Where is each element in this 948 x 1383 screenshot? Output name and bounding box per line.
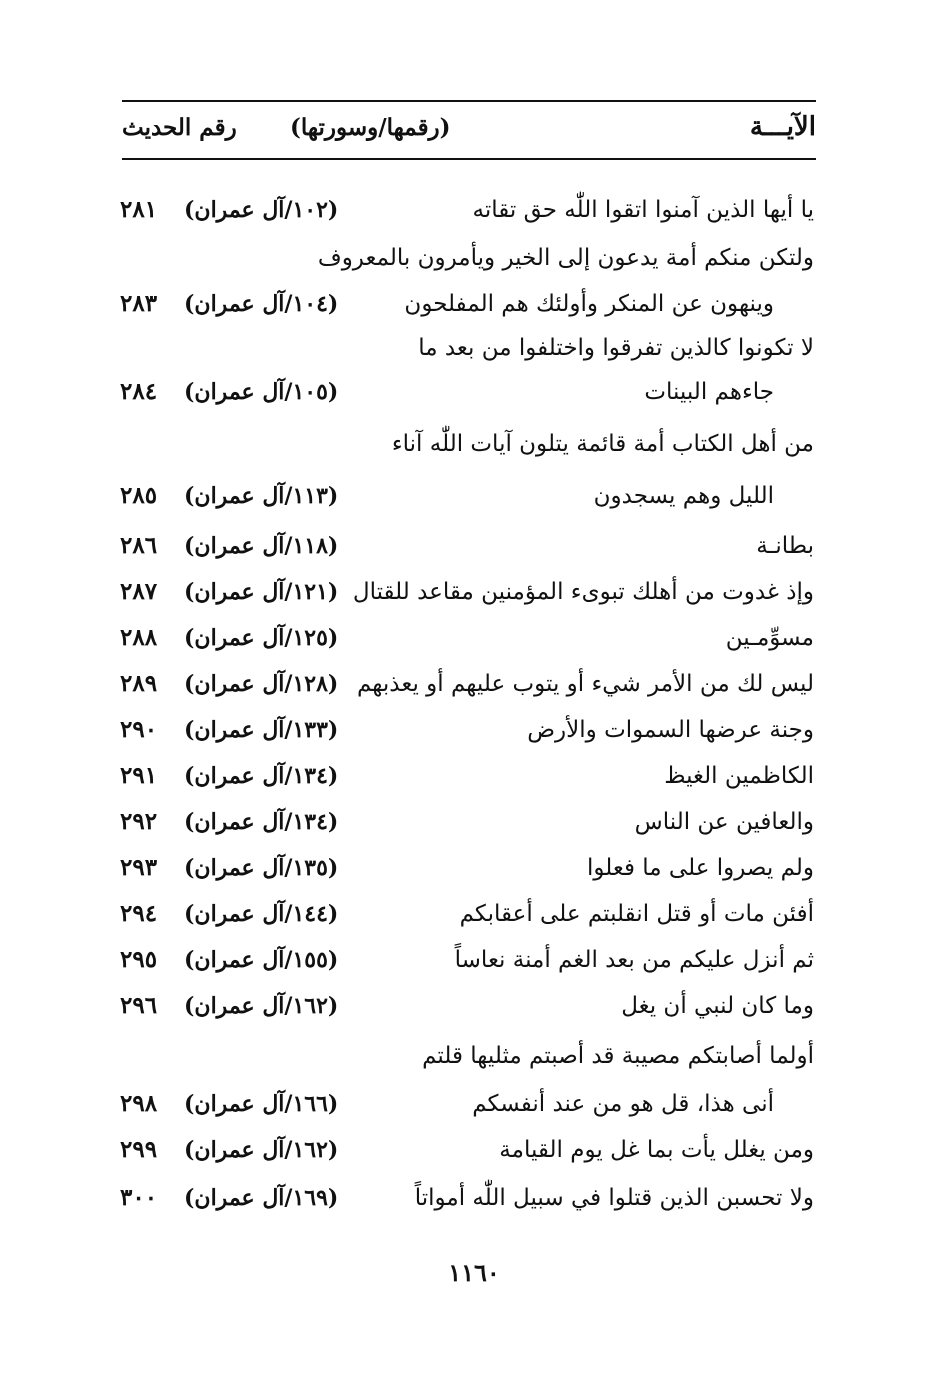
- ayah-reference: (١٢١/آل عمران): [184, 579, 339, 605]
- ayah-text: مسوِّمـين: [725, 625, 814, 651]
- hadith-number: ٢٨٤: [120, 378, 158, 405]
- list-item: [0, 526, 948, 570]
- ayah-text: وما كان لنبي أن يغل: [621, 993, 814, 1019]
- hadith-number: ٢٩٤: [120, 900, 158, 927]
- hadith-number: ٢٩٩: [120, 1136, 158, 1163]
- ayah-text: ثم أنزل عليكم من بعد الغم أمنة نعاساً: [454, 947, 814, 973]
- list-item: [0, 756, 948, 800]
- list-item: [0, 424, 948, 468]
- ayah-text: من أهل الكتاب أمة قائمة يتلون آيات اللّٰه آناء: [391, 431, 814, 457]
- list-item: [0, 1036, 948, 1080]
- hadith-number: ٢٨١: [120, 196, 158, 223]
- ayah-text: ومن يغلل يأت بما غل يوم القيامة: [499, 1137, 814, 1163]
- list-item: [0, 848, 948, 892]
- ayah-reference: (١٣٤/آل عمران): [184, 763, 339, 789]
- ayah-reference: (١٣٣/آل عمران): [184, 717, 339, 743]
- ayah-reference: (١٠٢/آل عمران): [184, 197, 339, 223]
- hadith-number: ٢٨٨: [120, 624, 158, 651]
- ayah-reference: (١٠٤/آل عمران): [184, 291, 339, 317]
- list-item: [0, 710, 948, 754]
- list-item: [0, 1084, 948, 1128]
- hadith-number: ٢٩٢: [120, 808, 158, 835]
- ayah-reference: (١١٣/آل عمران): [184, 483, 339, 509]
- hadith-number: ٢٩١: [120, 762, 158, 789]
- ayah-text: ولم يصروا على ما فعلوا: [586, 855, 814, 881]
- list-item: [0, 1130, 948, 1174]
- hadith-number: ٢٨٣: [120, 290, 158, 317]
- ayah-text: ولتكن منكم أمة يدعون إلى الخير ويأمرون بالمعروف: [317, 245, 814, 271]
- hadith-number: ٢٩٥: [120, 946, 158, 973]
- hadith-number: ٣٠٠: [120, 1184, 158, 1211]
- ayah-text: أنى هذا، قل هو من عند أنفسكم: [472, 1091, 774, 1117]
- ayah-reference: (١٤٤/آل عمران): [184, 901, 339, 927]
- hadith-number: ٢٨٩: [120, 670, 158, 697]
- hadith-number: ٢٩٨: [120, 1090, 158, 1117]
- ayah-text: الكاظمين الغيظ: [664, 763, 814, 789]
- ayah-text: أولما أصابتكم مصيبة قد أصبتم مثليها قلتم: [422, 1043, 814, 1069]
- list-item: [0, 940, 948, 984]
- ayah-reference: (١٥٥/آل عمران): [184, 947, 339, 973]
- header-number-label: (رقمها/وسورتها): [290, 114, 451, 141]
- ayah-text: وجنة عرضها السموات والأرض: [527, 717, 814, 743]
- ayah-text: جاءهم البينات: [644, 379, 774, 405]
- ayah-text: أفئن مات أو قتل انقلبتم على أعقابكم: [459, 901, 814, 927]
- ayah-reference: (١٢٥/آل عمران): [184, 625, 339, 651]
- ayah-text: لا تكونوا كالذين تفرقوا واختلفوا من بعد ما: [418, 335, 814, 361]
- ayah-reference: (١٦٩/آل عمران): [184, 1185, 339, 1211]
- ayah-reference: (١٦٢/آل عمران): [184, 1137, 339, 1163]
- ayah-reference: (١٠٥/آل عمران): [184, 379, 339, 405]
- hadith-number: ٢٨٦: [120, 532, 158, 559]
- hadith-number: ٢٩٦: [120, 992, 158, 1019]
- ayah-reference: (١٣٤/آل عمران): [184, 809, 339, 835]
- list-item: [0, 572, 948, 616]
- ayah-reference: (١٣٥/آل عمران): [184, 855, 339, 881]
- ayah-reference: (١٦٢/آل عمران): [184, 993, 339, 1019]
- list-item: [0, 986, 948, 1030]
- list-item: [0, 238, 948, 282]
- list-item: [0, 476, 948, 520]
- list-item: [0, 1178, 948, 1222]
- header-hadith-label: رقم الحديث: [122, 114, 237, 141]
- ayah-text: يا أيها الذين آمنوا اتقوا اللّٰه حق تقاته: [472, 197, 814, 223]
- header-ayah-label: الآيـــة: [749, 112, 816, 142]
- list-item: [0, 190, 948, 234]
- hadith-number: ٢٨٧: [120, 578, 158, 605]
- list-item: [0, 328, 948, 372]
- hadith-number: ٢٩٣: [120, 854, 158, 881]
- ayah-reference: (١٦٦/آل عمران): [184, 1091, 339, 1117]
- list-item: [0, 664, 948, 708]
- ayah-text: وإذ غدوت من أهلك تبوىء المؤمنين مقاعد للقتال: [352, 579, 814, 605]
- hadith-number: ٢٩٠: [120, 716, 158, 743]
- ayah-text: الليل وهم يسجدون: [593, 483, 774, 509]
- list-item: [0, 894, 948, 938]
- ayah-text: وينهون عن المنكر وأولئك هم المفلحون: [404, 291, 774, 317]
- page-number: ١١٦٠: [448, 1258, 500, 1287]
- ayah-reference: (١١٨/آل عمران): [184, 533, 339, 559]
- hadith-number: ٢٨٥: [120, 482, 158, 509]
- ayah-text: ليس لك من الأمر شيء أو يتوب عليهم أو يعذبهم: [356, 671, 814, 697]
- list-item: [0, 284, 948, 328]
- list-item: [0, 618, 948, 662]
- ayah-reference: (١٢٨/آل عمران): [184, 671, 339, 697]
- ayah-text: بطانـة: [756, 533, 814, 559]
- ayah-text: والعافين عن الناس: [634, 809, 814, 835]
- ayah-text: ولا تحسبن الذين قتلوا في سبيل اللّٰه أمواتاً: [414, 1185, 814, 1211]
- list-item: [0, 802, 948, 846]
- list-item: [0, 372, 948, 416]
